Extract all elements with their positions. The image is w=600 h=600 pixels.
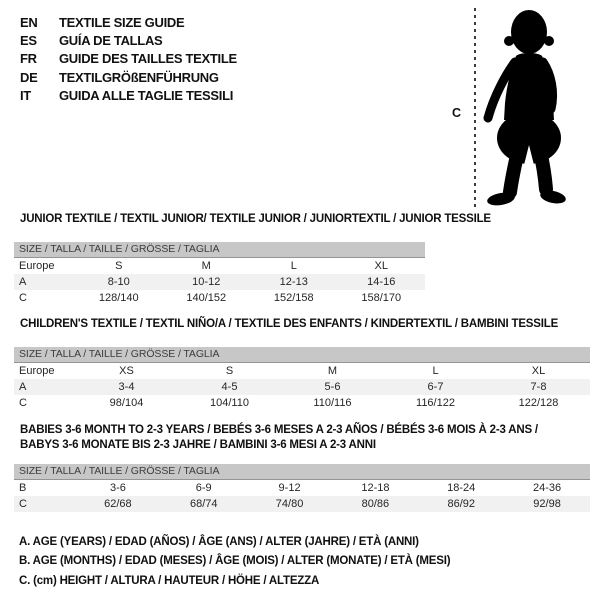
- size-value-cell: 3-4: [118, 380, 135, 393]
- size-value-cell: 3-6: [109, 482, 126, 494]
- size-value-cell: 7-8: [530, 380, 547, 393]
- guide-title-fr: GUIDE DES TAILLES TEXTILE: [59, 51, 237, 67]
- section-title: [20, 317, 590, 332]
- table-row-a: [14, 274, 425, 290]
- size-value-cell: 12-18: [361, 482, 390, 494]
- size-value-cell: 18-24: [447, 482, 476, 494]
- size-value-cell: 10-12: [192, 275, 221, 288]
- size-value-cell: 9-12: [278, 482, 301, 494]
- size-value-cell: 128/140: [98, 291, 139, 304]
- size-table: [14, 242, 425, 306]
- row-label: C: [19, 498, 27, 510]
- size-value-cell: 12-13: [279, 275, 308, 288]
- size-value-cell: 8-10: [107, 275, 130, 288]
- size-value-cell: XS: [119, 364, 134, 377]
- size-value-cell: 74/80: [275, 498, 304, 510]
- section-title: [20, 423, 590, 452]
- size-table-header: SIZE / TALLA / TAILLE / GRÖSSE / TAGLIA: [14, 242, 425, 258]
- size-value-cell: 92/98: [533, 498, 561, 510]
- size-value-cell: M: [327, 364, 338, 377]
- language-code: IT: [20, 88, 31, 104]
- footnote-c: C. (cm) HEIGHT / ALTURA / HAUTEUR / HÖHE / ALTEZZA: [19, 574, 320, 587]
- guide-title-es: GUÍA DE TALLAS: [59, 33, 163, 49]
- footnotes: [19, 533, 450, 591]
- table-row-europe: [14, 363, 590, 379]
- guide-title-de: TEXTILGRÖßENFÜHRUNG: [59, 69, 219, 85]
- table-row-a: [14, 379, 590, 395]
- size-value-cell: 4-5: [221, 380, 238, 393]
- section-title-line: BABIES 3-6 MONTH TO 2-3 YEARS / BEBÉS 3-6 MESES A 2-3 AÑOS / BÉBÉS 3-6 MOIS À 2-3 ANS /: [20, 424, 538, 436]
- table-row-c: [14, 496, 590, 512]
- language-row-en: [20, 13, 237, 31]
- footnote-a: A. AGE (YEARS) / EDAD (AÑOS) / ÂGE (ANS) / ALTER (JAHRE) / ETÀ (ANNI): [19, 536, 419, 548]
- size-value-cell: XL: [374, 259, 388, 272]
- size-value-cell: 116/122: [416, 396, 455, 409]
- row-label: B: [19, 482, 27, 494]
- size-value-cell: L: [290, 259, 297, 272]
- row-label: C: [19, 291, 27, 304]
- size-value-cell: S: [115, 259, 123, 272]
- size-value-cell: 68/74: [189, 498, 218, 510]
- guide-title-it: GUIDA ALLE TAGLIE TESSILI: [59, 88, 234, 104]
- size-value-cell: M: [201, 259, 211, 272]
- table-row-europe: [14, 258, 425, 274]
- size-value-cell: 140/152: [186, 291, 227, 304]
- height-measure-label: C: [452, 106, 462, 120]
- table-row-c: [14, 290, 425, 306]
- language-code: ES: [20, 33, 37, 49]
- section-title-line: JUNIOR TEXTILE / TEXTIL JUNIOR/ TEXTILE JUNIOR / JUNIORTEXTIL / JUNIOR TESSILE: [20, 213, 491, 225]
- section-title: [20, 212, 491, 227]
- size-table-header: SIZE / TALLA / TAILLE / GRÖSSE / TAGLIA: [14, 464, 590, 480]
- language-row-de: [20, 68, 237, 86]
- size-section-1: [14, 212, 491, 306]
- size-table-header: SIZE / TALLA / TAILLE / GRÖSSE / TAGLIA: [14, 347, 590, 363]
- language-row-es: [20, 31, 237, 49]
- size-value-cell: 152/158: [273, 291, 314, 304]
- size-value-cell: 6-7: [427, 380, 444, 393]
- size-value-cell: 122/128: [518, 396, 559, 409]
- size-value-cell: XL: [531, 364, 546, 377]
- table-row-b: [14, 480, 590, 496]
- size-value-cell: 6-9: [195, 482, 212, 494]
- size-value-cell: 5-6: [324, 380, 341, 393]
- language-code: EN: [20, 14, 38, 30]
- row-label: Europe: [19, 259, 55, 272]
- size-value-cell: 104/110: [210, 396, 249, 409]
- language-code: FR: [20, 51, 37, 67]
- row-label: A: [19, 275, 27, 288]
- language-row-it: [20, 87, 237, 105]
- size-section-3: [14, 423, 590, 512]
- section-title-line: BABYS 3-6 MONATE BIS 2-3 JAHRE / BAMBINI 3-6 MESI A 2-3 ANNI: [20, 438, 376, 451]
- size-section-2: [14, 317, 590, 411]
- row-label: C: [19, 396, 27, 409]
- size-table: [14, 464, 590, 512]
- size-value-cell: S: [225, 364, 234, 377]
- size-value-cell: L: [432, 364, 439, 377]
- size-value-cell: 86/92: [447, 498, 475, 510]
- height-measure-dashed-line: [474, 8, 476, 208]
- size-value-cell: 98/104: [109, 396, 144, 409]
- size-value-cell: 158/170: [361, 291, 402, 304]
- language-code: DE: [20, 69, 38, 85]
- table-row-c: [14, 395, 590, 411]
- size-value-cell: 62/68: [104, 498, 132, 510]
- row-label: A: [19, 380, 27, 393]
- section-title-line: CHILDREN'S TEXTILE / TEXTIL NIÑO/A / TEXTILE DES ENFANTS / KINDERTEXTIL / BAMBINI TESSILE: [20, 318, 559, 330]
- size-value-cell: 24-36: [532, 482, 562, 494]
- size-value-cell: 110/116: [313, 396, 352, 409]
- row-label: Europe: [19, 364, 55, 377]
- footnote-b: B. AGE (MONTHS) / EDAD (MESES) / ÂGE (MOIS) / ALTER (MONATE) / ETÀ (MESI): [19, 555, 451, 568]
- size-value-cell: 14-16: [367, 275, 396, 288]
- guide-title-en: TEXTILE SIZE GUIDE: [59, 14, 185, 30]
- size-value-cell: 80/86: [361, 498, 390, 510]
- size-table: [14, 347, 590, 411]
- language-title-list: [20, 13, 237, 105]
- language-row-fr: [20, 50, 237, 68]
- baby-silhouette-icon: [482, 8, 568, 209]
